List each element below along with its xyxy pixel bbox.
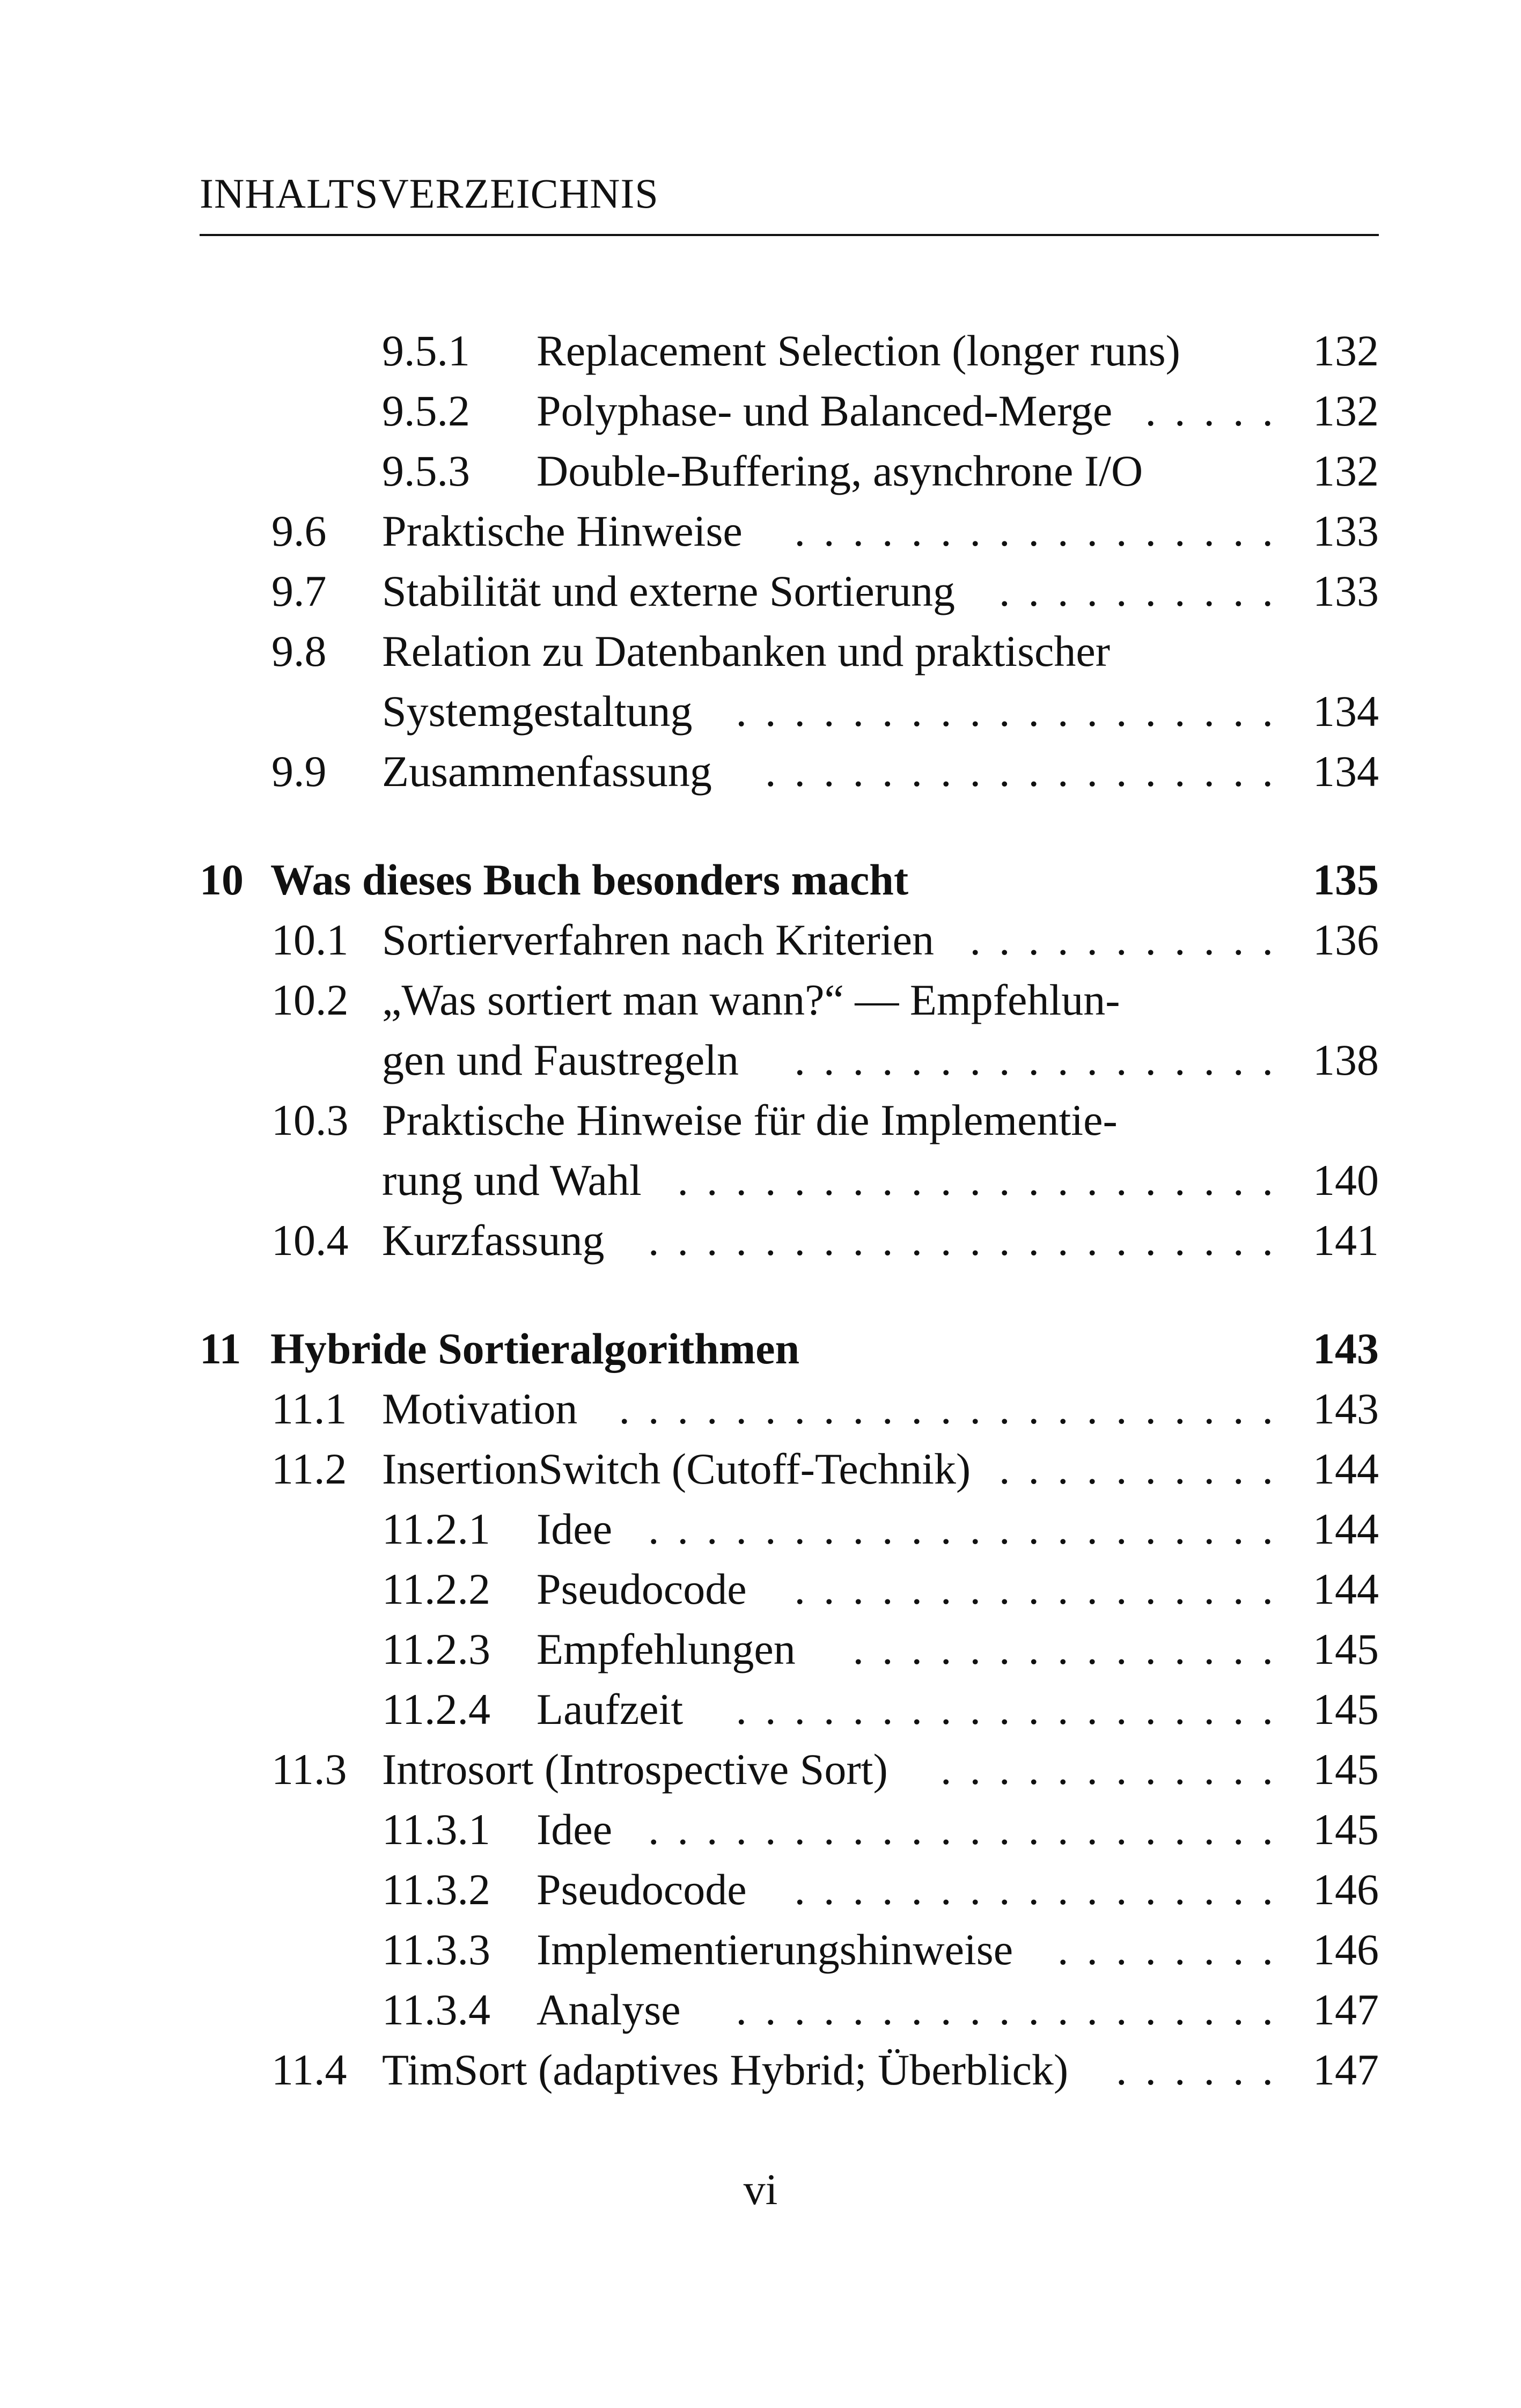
toc-dot-leader: ................... xyxy=(736,687,1291,736)
toc-entry-title: Analyse xyxy=(537,1985,681,2034)
toc-dot-leader: .................. xyxy=(765,747,1291,796)
toc-entry-title: Polyphase- und Balanced-Merge xyxy=(537,386,1113,435)
toc-entry[interactable] xyxy=(200,621,1379,681)
toc-entry-number: 10.3 xyxy=(271,1096,349,1144)
toc-dot-leader: ...................... xyxy=(648,1504,1291,1553)
toc-entry-page: 138 xyxy=(1313,1036,1379,1084)
toc-entry-number: 9.5.3 xyxy=(382,446,470,495)
toc-entry-page: 134 xyxy=(1313,747,1379,796)
toc-dot-leader: ................. xyxy=(794,1865,1291,1914)
toc-entry-title: Idee xyxy=(537,1504,613,1553)
toc-dot-leader: .......... xyxy=(999,1444,1291,1493)
toc-entry-title: Systemgestaltung xyxy=(382,687,693,736)
toc-dot-leader: ..................... xyxy=(677,1156,1291,1205)
toc-entry-page: 140 xyxy=(1313,1156,1379,1205)
toc-entry-title: Double-Buffering, asynchrone I/O xyxy=(537,446,1143,495)
toc-entry-page: 132 xyxy=(1313,326,1379,375)
toc-entry-page: 144 xyxy=(1313,1504,1379,1553)
toc-entry-title: Replacement Selection (longer runs) xyxy=(537,326,1180,375)
toc-entry-page: 145 xyxy=(1313,1745,1379,1794)
toc-entry[interactable] xyxy=(200,1379,1379,1439)
toc-entry[interactable] xyxy=(200,1980,1379,2040)
toc-dot-leader: ................. xyxy=(794,1036,1291,1084)
toc-entry-number: 11.3.1 xyxy=(382,1805,490,1854)
toc-entry-number: 9.5.1 xyxy=(382,326,470,375)
toc-entry[interactable] xyxy=(200,910,1379,970)
toc-entry-number: 9.6 xyxy=(271,506,327,555)
toc-entry[interactable] xyxy=(200,441,1379,501)
toc-entry-number: 11.2.4 xyxy=(382,1685,490,1734)
toc-entry[interactable] xyxy=(200,742,1379,802)
toc-entry-title: Pseudocode xyxy=(537,1865,747,1914)
toc-entry-page: 143 xyxy=(1313,1324,1379,1373)
toc-entry-title: „Was sortiert man wann?“ — Empfehlun- xyxy=(382,975,1120,1024)
toc-entry-page: 145 xyxy=(1313,1805,1379,1854)
toc-entry-page: 134 xyxy=(1313,687,1379,736)
toc-entry-number: 11.3 xyxy=(271,1745,347,1794)
toc-entry[interactable] xyxy=(200,1439,1379,1499)
toc-entry-page: 144 xyxy=(1313,1565,1379,1613)
toc-entry[interactable] xyxy=(200,1800,1379,1860)
toc-entry-title: Kurzfassung xyxy=(382,1216,605,1265)
toc-entry[interactable] xyxy=(200,501,1379,561)
toc-dot-leader: ................... xyxy=(736,1685,1291,1734)
toc-entry-title: Introsort (Introspective Sort) xyxy=(382,1745,888,1794)
toc-entry-number: 9.5.2 xyxy=(382,386,470,435)
toc-entry[interactable] xyxy=(200,1559,1379,1619)
toc-entry-title: Zusammenfassung xyxy=(382,747,712,796)
toc-entry[interactable] xyxy=(200,1860,1379,1920)
table-of-contents xyxy=(200,0,1379,2408)
toc-entry-title: Stabilität und externe Sortierung xyxy=(382,567,956,615)
toc-entry-page: 146 xyxy=(1313,1865,1379,1914)
toc-entry[interactable] xyxy=(200,681,1379,742)
toc-dot-leader: ........... xyxy=(969,915,1291,964)
toc-entry[interactable] xyxy=(200,1150,1379,1210)
toc-entry[interactable] xyxy=(200,321,1379,381)
toc-entry-number: 10.4 xyxy=(271,1216,349,1265)
toc-dot-leader: ................. xyxy=(794,506,1291,555)
toc-entry-title: TimSort (adaptives Hybrid; Überblick) xyxy=(382,2045,1069,2094)
toc-entry-page: 136 xyxy=(1313,915,1379,964)
toc-dot-leader: ........ xyxy=(1057,1925,1291,1974)
toc-entry-title: Laufzeit xyxy=(537,1685,684,1734)
toc-entry-title: Praktische Hinweise für die Implementie- xyxy=(382,1096,1118,1144)
toc-entry-number: 9.8 xyxy=(271,627,327,676)
toc-entry[interactable] xyxy=(200,2040,1379,2100)
toc-entry[interactable] xyxy=(200,1619,1379,1679)
toc-entry-number: 11.2.3 xyxy=(382,1625,490,1673)
toc-entry-number: 11.1 xyxy=(271,1384,347,1433)
toc-entry-number: 11.3.3 xyxy=(382,1925,490,1974)
toc-entry[interactable] xyxy=(200,1030,1379,1090)
toc-entry[interactable] xyxy=(200,1679,1379,1739)
toc-entry[interactable] xyxy=(200,1920,1379,1980)
toc-dot-leader: ................... xyxy=(736,1985,1291,2034)
toc-entry-title: Relation zu Datenbanken und praktischer xyxy=(382,627,1111,676)
toc-chapter-entry[interactable] xyxy=(200,850,1379,910)
toc-entry-title: Pseudocode xyxy=(537,1565,747,1613)
toc-entry-page: 144 xyxy=(1313,1444,1379,1493)
toc-entry-page: 145 xyxy=(1313,1625,1379,1673)
toc-entry-page: 146 xyxy=(1313,1925,1379,1974)
toc-entry-title: Implementierungshinweise xyxy=(537,1925,1013,1974)
toc-entry-number: 10 xyxy=(200,855,244,904)
toc-dot-leader: ............... xyxy=(853,1625,1291,1673)
toc-entry-number: 11.2 xyxy=(271,1444,347,1493)
toc-entry-title: gen und Faustregeln xyxy=(382,1036,739,1084)
toc-dot-leader: .......... xyxy=(999,567,1291,615)
running-header: INHALTSVERZEICHNIS xyxy=(200,170,659,217)
toc-entry-number: 11 xyxy=(200,1324,241,1373)
toc-entry[interactable] xyxy=(200,970,1379,1030)
toc-chapter-entry[interactable] xyxy=(200,1319,1379,1379)
toc-entry[interactable] xyxy=(200,1499,1379,1559)
toc-dot-leader: ...................... xyxy=(648,1805,1291,1854)
toc-entry-page: 141 xyxy=(1313,1216,1379,1265)
toc-entry-title: Was dieses Buch besonders macht xyxy=(270,855,909,904)
toc-entry-title: Empfehlungen xyxy=(537,1625,796,1673)
toc-entry-page: 135 xyxy=(1313,855,1379,904)
toc-dot-leader: ...................... xyxy=(648,1216,1291,1265)
toc-entry-page: 143 xyxy=(1313,1384,1379,1433)
toc-entry[interactable] xyxy=(200,1739,1379,1800)
toc-entry-title: Motivation xyxy=(382,1384,578,1433)
toc-entry-number: 9.9 xyxy=(271,747,327,796)
page-number: vi xyxy=(743,2165,778,2214)
toc-entry-title: Hybride Sortieralgorithmen xyxy=(270,1324,800,1373)
toc-entry[interactable] xyxy=(200,1090,1379,1150)
toc-dot-leader: ....................... xyxy=(619,1384,1291,1433)
toc-entry-number: 11.2.2 xyxy=(382,1565,490,1613)
toc-entry-page: 133 xyxy=(1313,506,1379,555)
toc-entry-page: 132 xyxy=(1313,386,1379,435)
toc-dot-leader: ..... xyxy=(1145,386,1291,435)
toc-entry[interactable] xyxy=(200,381,1379,441)
toc-entry-number: 10.1 xyxy=(271,915,349,964)
toc-entry-number: 10.2 xyxy=(271,975,349,1024)
toc-entry-title: Sortierverfahren nach Kriterien xyxy=(382,915,935,964)
toc-entry-title: rung und Wahl xyxy=(382,1156,642,1205)
toc-entry[interactable] xyxy=(200,1210,1379,1271)
toc-entry-page: 147 xyxy=(1313,1985,1379,2034)
toc-entry-number: 11.4 xyxy=(271,2045,347,2094)
toc-entry-number: 11.3.4 xyxy=(382,1985,490,2034)
toc-dot-leader: ............ xyxy=(940,1745,1291,1794)
toc-entry-title: Idee xyxy=(537,1805,613,1854)
toc-dot-leader: ................. xyxy=(794,1565,1291,1613)
toc-dot-leader: ...... xyxy=(1116,2045,1291,2094)
toc-entry-page: 147 xyxy=(1313,2045,1379,2094)
toc-entry-number: 11.3.2 xyxy=(382,1865,490,1914)
toc-entry[interactable] xyxy=(200,561,1379,621)
toc-entry-number: 9.7 xyxy=(271,567,327,615)
toc-entry-page: 132 xyxy=(1313,446,1379,495)
toc-entry-number: 11.2.1 xyxy=(382,1504,490,1553)
toc-entry-page: 133 xyxy=(1313,567,1379,615)
toc-entry-title: InsertionSwitch (Cutoff-Technik) xyxy=(382,1444,971,1493)
toc-entry-page: 145 xyxy=(1313,1685,1379,1734)
toc-entry-title: Praktische Hinweise xyxy=(382,506,743,555)
